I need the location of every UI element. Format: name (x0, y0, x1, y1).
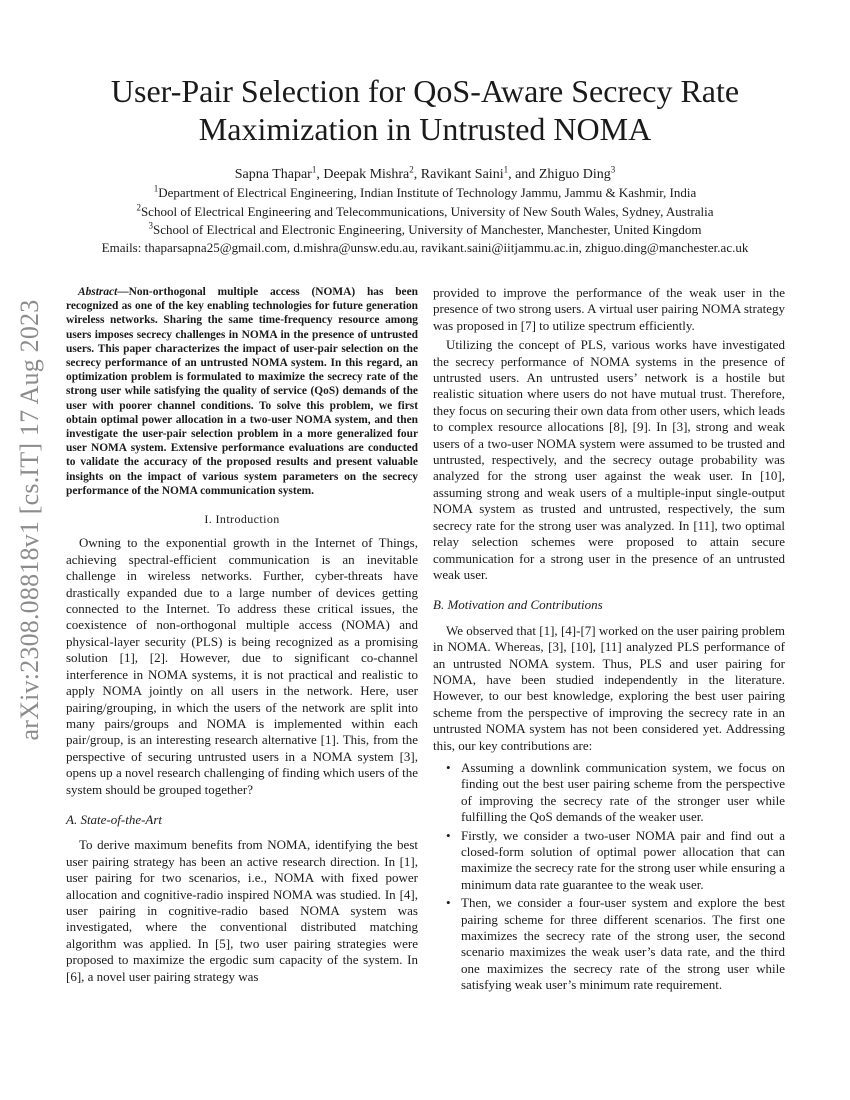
author-affiliation-mark: 1 (503, 164, 509, 175)
subsection-heading-state-of-the-art: A. State-of-the-Art (66, 811, 163, 827)
right-column (433, 285, 785, 996)
affiliation-text: School of Electrical and Electronic Engineering, University of Manchester, Manchester, United Kingdom (153, 222, 702, 237)
affiliation-1 (50, 184, 800, 201)
bullet-icon: • (446, 895, 451, 911)
author-affiliation-mark: 3 (610, 164, 616, 175)
bullet-icon: • (446, 759, 451, 775)
abstract (66, 285, 418, 498)
list-item-text: Assuming a downlink communication system, we focus on finding out the best user pairing scheme from the perspective of improving the secrecy rate of the stronger user while fulfilling the QoS demands of the weaker user. (461, 759, 785, 825)
subsection-heading-motivation: B. Motivation and Contributions (433, 597, 603, 613)
intro-paragraph: Owning to the exponential growth in the Internet of Things, achieving spectral-efficient communication is an inevitable challenge in wireless networks. Further, cyber-threats have drastically expanded due to a large number of devices getting connected to the Internet. To address these critical issues, the coexistence of non-orthogonal multiple access (NOMA) and physical-layer security (PLS) is being recognized as a promising solution [1], [2]. However, due to significant co-channel interference in NOMA systems, it is not practical and realistic to apply NOMA jointly on all users in the network. Here, user pairing/grouping, in which the users of the network are split into many pairs/groups and NOMA is implemented within each pair/group, is an interesting research alternative [1]. This, from the perspective of securing untrusted users in a NOMA system [3], opens up a novel research challenging of finding which users of the system should be grouped together? (66, 535, 418, 797)
list-item-text: Then, we consider a four-user system and explore the best pairing scheme for three different scenarios. The first one maximizes the secrecy rate of the strong user, the second scenario maximizes the weak user’s data rate, and the third one maximizes the secrecy rate of the strong user while satisfying weak user’s minimum rate requirement. (461, 895, 785, 993)
state-of-the-art-continuation: provided to improve the performance of the weak user in the presence of two strong users. A virtual user pairing NOMA strategy was proposed in [7] to utilize spectrum efficiently. (433, 285, 785, 333)
paper-title: User-Pair Selection for QoS-Aware Secrecy Rate Maximization in Untrusted NOMA (110, 73, 740, 147)
left-column (66, 285, 418, 985)
bullet-icon: • (446, 827, 451, 843)
author-name: Zhiguo Ding (538, 167, 611, 182)
author-separator: , (413, 167, 421, 182)
author-name: Ravikant Saini (420, 167, 504, 182)
author-emails: Emails: thaparsapna25@gmail.com, d.mishra@unsw.edu.au, ravikant.saini@iitjammu.ac.in, zhiguo.ding@manchester.ac.uk (101, 240, 749, 255)
list-item (433, 895, 785, 993)
author-affiliation-mark: 1 (311, 164, 317, 175)
state-of-the-art-paragraph: To derive maximum benefits from NOMA, identifying the best user pairing strategy has been an active research direction. In [1], user pairing for two scenarios, i.e., NOMA with fixed power allocation and cognitive-radio inspired NOMA was studied. In [4], user pairing in cognitive-radio based NOMA system was investigated, where the conventional distributed matching algorithm was applied. In [5], two user pairing strategies were proposed to maximize the ergodic sum capacity of the system. In [6], a novel user pairing strategy was (66, 837, 418, 984)
abstract-text: Non-orthogonal multiple access (NOMA) has been recognized as one of the key enabling technologies for future generation wireless networks. Sharing the same time-frequency resource among users imposes secrecy challenges in NOMA in the presence of untrusted users. This paper characterizes the impact of user-pair selection on the secrecy performance of an untrusted NOMA system. In this regard, an optimization problem is formulated to maximize the secrecy rate of the strong user while satisfying the quality of service (QoS) demands of the user with poorer channel conditions. To solve this problem, we first obtain optimal power allocation in a two-user NOMA system, and then investigate the user-pair selection problem in a more generalized four user NOMA system. Extensive performance evaluations are conducted to validate the accuracy of the proposed results and present valuable insights on the impact of various system parameters on the secrecy performance of the NOMA communication system. (66, 286, 418, 497)
author-affiliation-mark: 2 (409, 164, 414, 175)
affiliation-number: 2 (136, 202, 141, 213)
author-separator: , and (508, 167, 539, 182)
abstract-dash: — (117, 286, 129, 298)
contributions-list (433, 760, 785, 994)
section-heading-introduction: I. Introduction (204, 512, 280, 527)
author-list (70, 166, 780, 184)
affiliation-text: School of Electrical Engineering and Telecommunications, University of New South Wales, Sydney, Australia (140, 204, 714, 219)
affiliation-2 (50, 203, 800, 220)
list-item-text: Firstly, we consider a two-user NOMA pair and find out a closed-form solution of optimal power allocation that can maximize the secrecy rate for the strong user while ensuring a minimum data rate guarantee to the weak user. (461, 827, 785, 892)
untrusted-users-paragraph: Utilizing the concept of PLS, various works have investigated the secrecy performance of NOMA systems in the presence of untrusted users. An untrusted users’ network is a hostile but realistic situation where users do not have mutual trust. Therefore, they focus on securing their own data from other users, which leads to complex resource allocations [8], [9]. In [3], strong and weak users of a two-user NOMA system were assumed to be trusted and untrusted, respectively, and the secrecy outage probability was analyzed for the strong user against the weak user. In [10], assuming strong and weak users of a multiple-input single-output NOMA system as trusted and untrusted, respectively, the sum secrecy rate for the strong user was analyzed. In [11], two optimal relay selection schemes were proposed to attain secure communication for a strong user in the presence of an untrusted weak user. (433, 337, 785, 582)
affiliation-number: 3 (148, 220, 154, 231)
affiliation-3 (50, 221, 800, 238)
abstract-label: Abstract (78, 286, 118, 298)
arxiv-identifier-stamp (0, 270, 60, 770)
author-name: Sapna Thapar (234, 167, 312, 182)
affiliation-text: Department of Electrical Engineering, Indian Institute of Technology Jammu, Jammu & Kashmir, India (158, 185, 697, 200)
affiliation-number: 1 (153, 183, 159, 194)
list-item (433, 760, 785, 826)
list-item (433, 828, 785, 894)
author-separator: , (316, 167, 324, 182)
arxiv-id-text: arXiv:2308.08818v1 [cs.IT] 17 Aug 2023 (15, 299, 44, 741)
motivation-paragraph: We observed that [1], [4]-[7] worked on the user pairing problem in NOMA. Whereas, [3], [10], [11] analyzed PLS performance of an untrusted NOMA system. Thus, PLS and user pairing for NOMA, have been studied independently in the literature. However, to our best knowledge, exploring the best user pairing scheme from the perspective of improving the secrecy rate in an untrusted NOMA system has not been considered yet. Addressing this, our key contributions are: (433, 622, 785, 753)
author-name: Deepak Mishra (323, 167, 410, 182)
